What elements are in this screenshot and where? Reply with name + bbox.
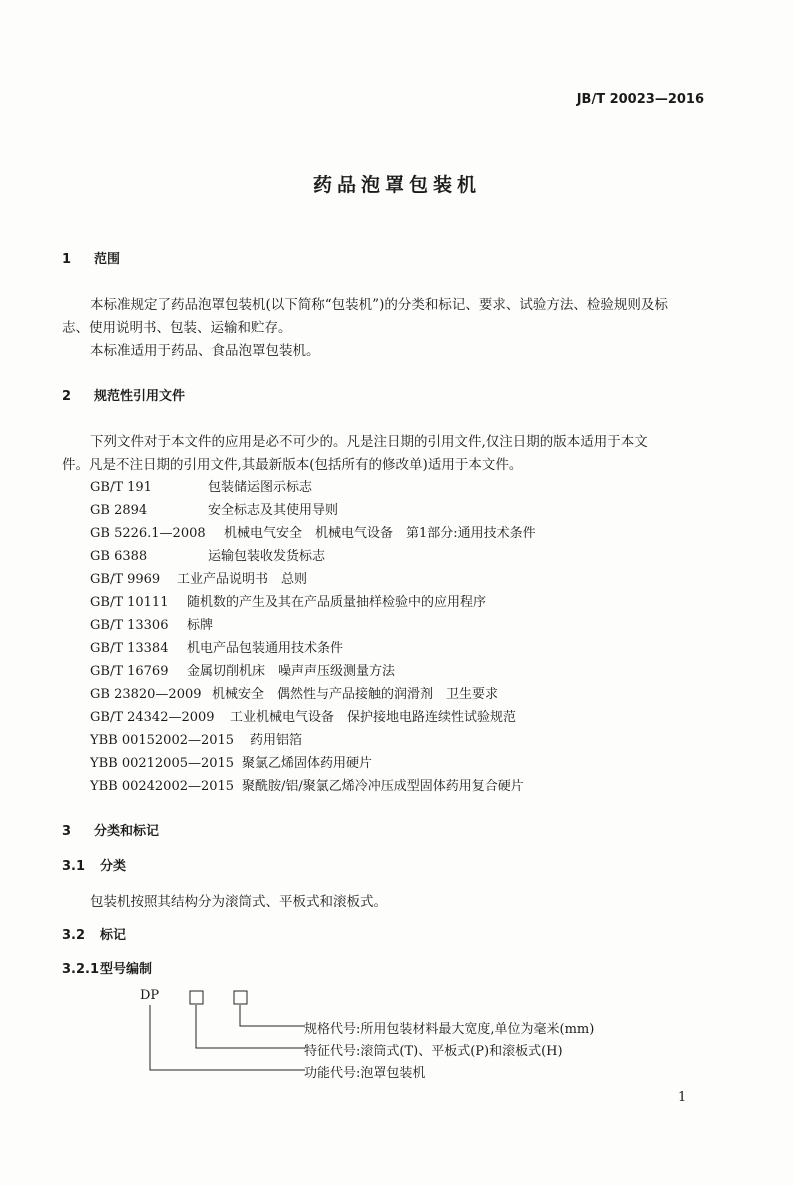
reference-code: GB/T 9969 (90, 572, 161, 587)
reference-code: GB/T 13306 (90, 618, 169, 633)
spec-code-label: 规格代号:所用包装材料最大宽度,单位为毫米(mm) (304, 1022, 595, 1037)
model-code-diagram (140, 988, 680, 1088)
spec-leader-line (240, 1005, 305, 1026)
reference-item (90, 568, 307, 587)
reference-title: 工业产品说明书 总则 (177, 572, 308, 587)
reference-code: YBB 00152002—2015 (90, 733, 235, 748)
reference-title: 机械电气安全 机械电气设备 第1部分:通用技术条件 (224, 526, 536, 541)
section-3-heading (62, 820, 159, 839)
reference-title: 安全标志及其使用导则 (208, 503, 339, 518)
reference-item (90, 752, 372, 771)
reference-title: 随机数的产生及其在产品质量抽样检验中的应用程序 (187, 595, 487, 610)
reference-code: GB 23820—2009 (90, 687, 202, 702)
document-title: 药品泡罩包装机 (312, 174, 481, 196)
section-number: 1 (62, 252, 72, 267)
reference-title: 机电产品包装通用技术条件 (187, 641, 344, 656)
reference-title: 聚酰胺/铝/聚氯乙烯冷冲压成型固体药用复合硬片 (242, 779, 524, 794)
section-number: 3.2.1 (62, 962, 100, 977)
section-title: 范围 (94, 252, 121, 267)
feature-code-box (190, 991, 203, 1004)
reference-code: GB 6388 (90, 549, 148, 564)
section-3-1-heading (62, 855, 126, 874)
reference-code: GB/T 191 (90, 480, 152, 495)
reference-item (90, 637, 343, 656)
reference-code: GB 5226.1—2008 (90, 526, 206, 541)
reference-code: YBB 00212005—2015 (90, 756, 235, 771)
model-prefix: DP (140, 988, 160, 1003)
reference-code: GB/T 16769 (90, 664, 169, 679)
reference-code: GB/T 10111 (90, 595, 169, 610)
scope-para1-line2: 志、使用说明书、包装、运输和贮存。 (62, 320, 292, 336)
references-intro-line1: 下列文件对于本文件的应用是必不可少的。凡是注日期的引用文件,仅注日期的版本适用于本文 (90, 434, 648, 450)
page-number: 1 (678, 1090, 687, 1105)
reference-item (90, 614, 213, 633)
section-number: 3.2 (62, 928, 86, 943)
function-code-label: 功能代号:泡罩包装机 (304, 1066, 426, 1081)
reference-title: 聚氯乙烯固体药用硬片 (242, 756, 373, 771)
reference-title: 金属切削机床 噪声声压级测量方法 (187, 664, 396, 679)
section-title: 标记 (100, 928, 127, 943)
scope-para2: 本标准适用于药品、食品泡罩包装机。 (90, 343, 320, 359)
section-1-heading (62, 248, 120, 267)
reference-item (90, 706, 516, 725)
reference-item (90, 545, 325, 564)
reference-code: GB/T 13384 (90, 641, 169, 656)
section-number: 2 (62, 389, 72, 404)
spec-code-box (234, 991, 247, 1004)
reference-title: 药用铝箔 (250, 733, 303, 748)
reference-item (90, 683, 498, 702)
references-intro-line2: 件。凡是不注日期的引用文件,其最新版本(包括所有的修改单)适用于本文件。 (62, 457, 523, 473)
section-title: 型号编制 (100, 962, 153, 977)
reference-title: 包装储运图示标志 (208, 480, 313, 495)
classification-text: 包装机按照其结构分为滚筒式、平板式和滚板式。 (90, 894, 387, 910)
reference-title: 运输包装收发货标志 (208, 549, 326, 564)
feature-code-label: 特征代号:滚筒式(T)、平板式(P)和滚板式(H) (304, 1044, 563, 1059)
reference-item (90, 499, 338, 518)
reference-code: GB 2894 (90, 503, 148, 518)
section-title: 分类和标记 (94, 824, 160, 839)
section-2-heading (62, 385, 185, 404)
reference-code: GB/T 24342—2009 (90, 710, 215, 725)
reference-title: 标牌 (187, 618, 214, 633)
reference-code: YBB 00242002—2015 (90, 779, 235, 794)
reference-item (90, 660, 395, 679)
reference-item (90, 775, 524, 794)
reference-item (90, 522, 536, 541)
scope-para1-line1: 本标准规定了药品泡罩包装机(以下简称“包装机”)的分类和标记、要求、试验方法、检验规则及标 (90, 297, 668, 313)
section-3-2-heading (62, 924, 126, 943)
model-code-bracket-lines (140, 988, 310, 1088)
standard-number: JB/T 20023—2016 (576, 92, 704, 107)
section-3-2-1-heading (62, 958, 152, 977)
section-number: 3.1 (62, 859, 86, 874)
reference-item (90, 591, 486, 610)
reference-title: 机械安全 偶然性与产品接触的润滑剂 卫生要求 (212, 687, 499, 702)
section-title: 分类 (100, 859, 127, 874)
section-title: 规范性引用文件 (94, 389, 186, 404)
section-number: 3 (62, 824, 72, 839)
reference-item (90, 476, 312, 495)
reference-title: 工业机械电气设备 保护接地电路连续性试验规范 (230, 710, 517, 725)
function-leader-line (150, 1005, 305, 1070)
reference-item (90, 729, 302, 748)
